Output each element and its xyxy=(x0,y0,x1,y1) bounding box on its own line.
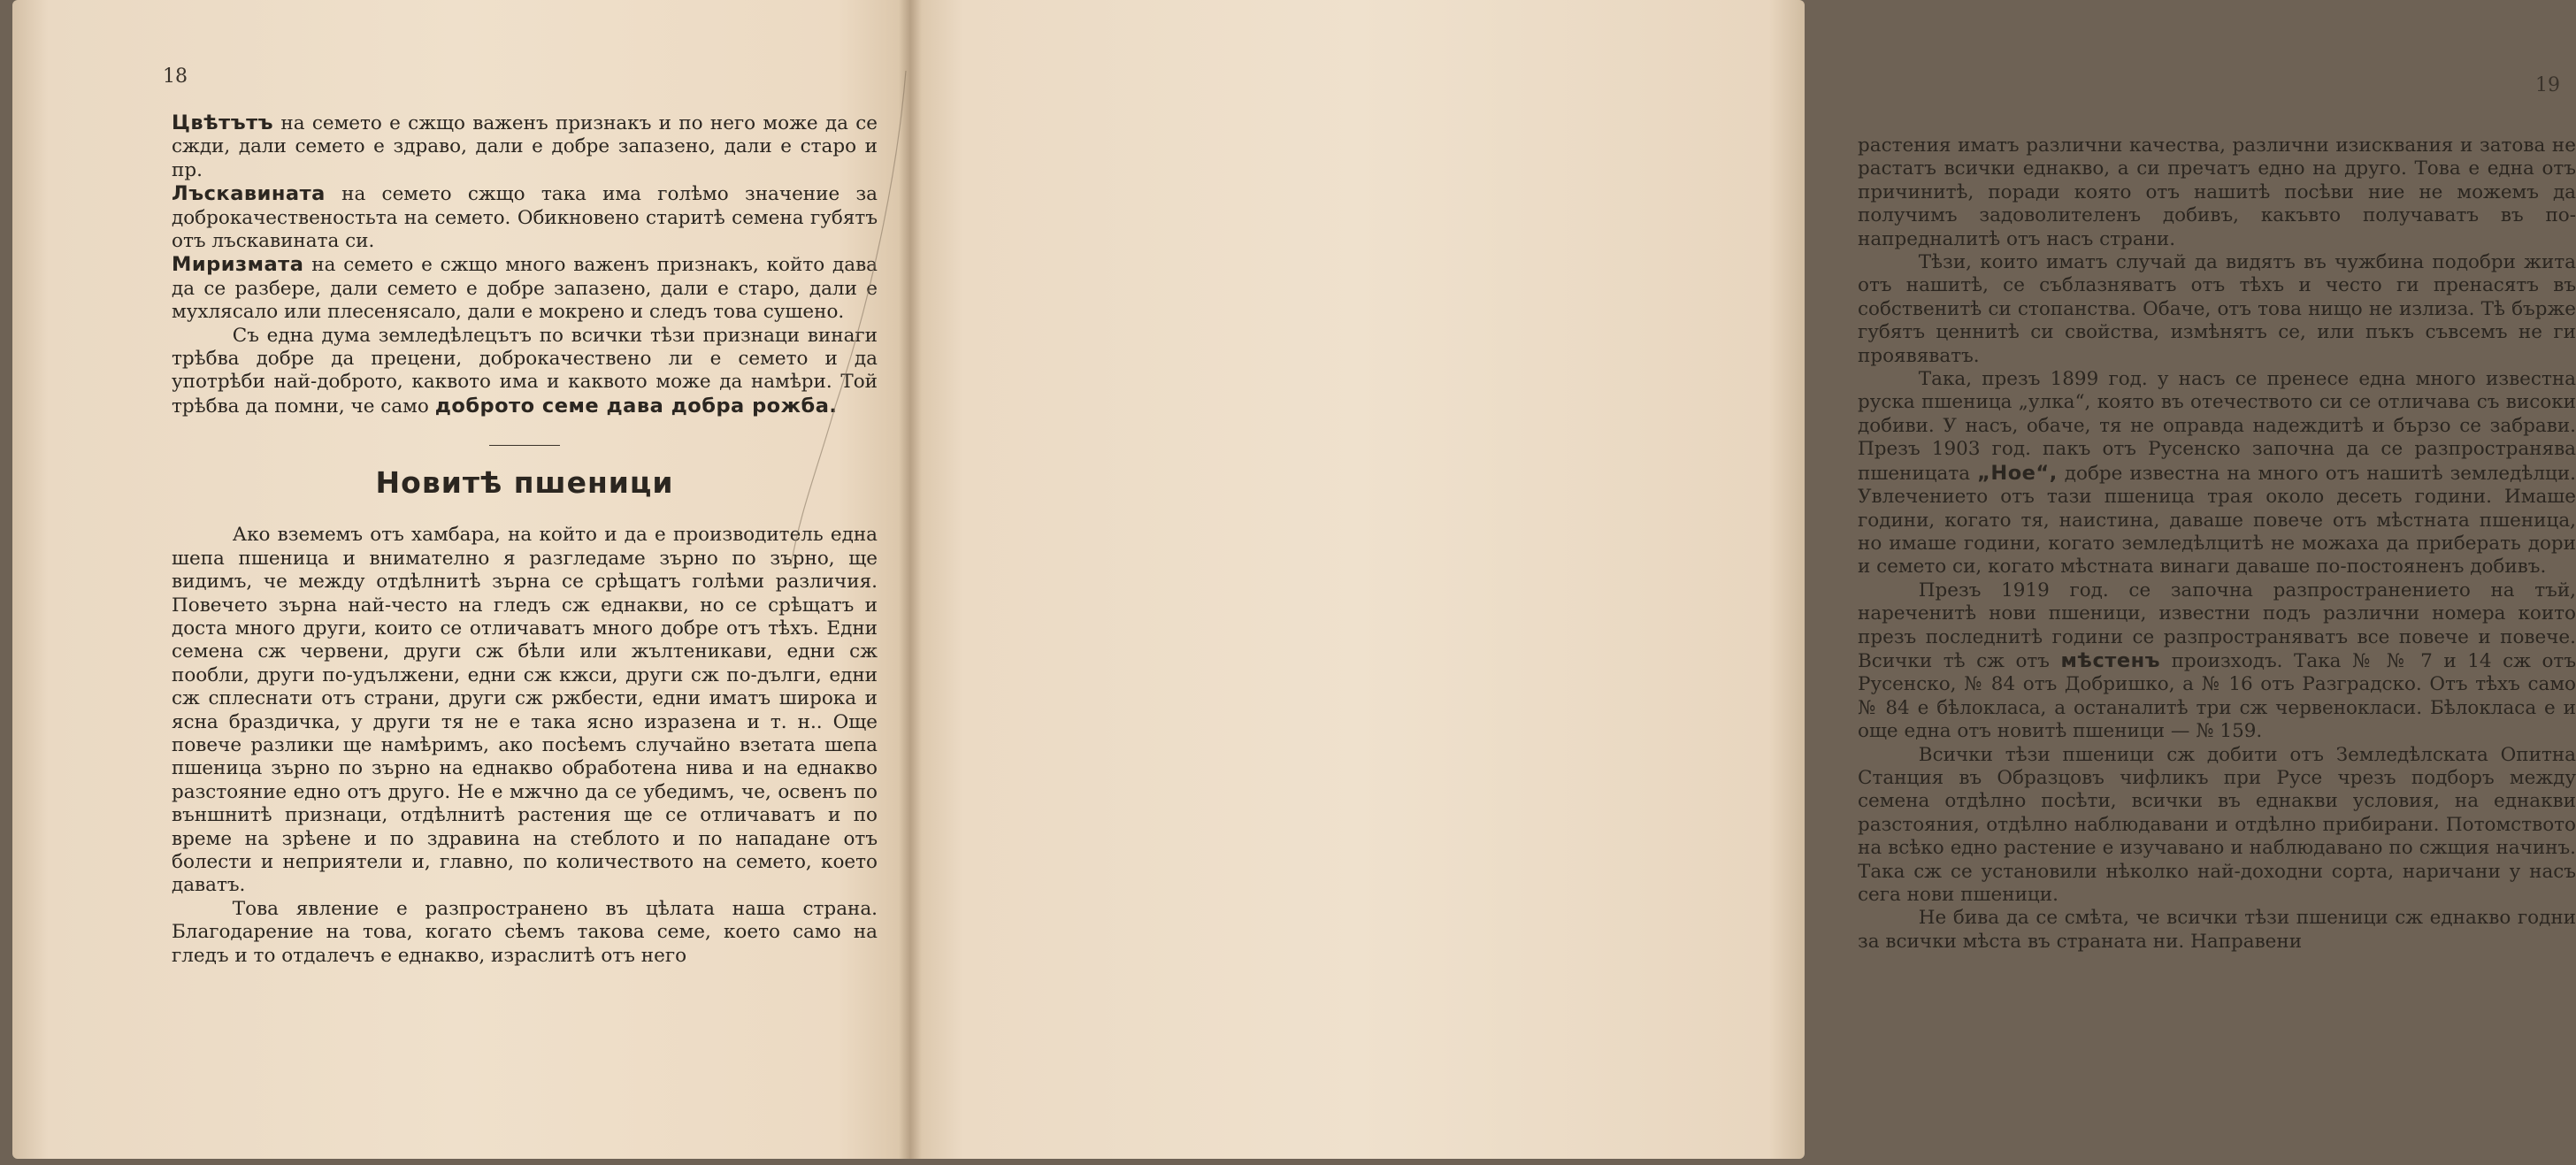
right-page xyxy=(909,0,2576,1159)
paragraph-color: Цвѣтътъ на семето е сжщо важенъ признакъ и по него може да се сжди, дали семето е здраво, дали е добре запазено, дали е старо и пр. xyxy=(172,111,878,181)
left-page xyxy=(12,0,909,1159)
term-color: Цвѣтътъ xyxy=(172,111,274,134)
paragraph: Не бива да се смѣта, че всички тѣзи пшеници сж еднакво годни за всички мѣста въ страната ни. Направени xyxy=(1858,907,2576,953)
paragraph: Ако вземемъ отъ хамбара, на който и да е производитель една шепа пшеница и внимателно я разгледаме зърно по зърно, ще видимъ, че между отдѣлнитѣ зърна се срѣщатъ голѣми различия. Повечето зърна най-често на гледъ сж еднакви, но се срѣщатъ и доста много други, които се отличаватъ много добре отъ тѣхъ. Едни семена сж червени, други сж бѣли или жълтеникави, едни сж пообли, други по-удължени, едни сж кжси, други сж по-дълги, едни сж сплеснати отъ страни, други сж ржбести, едни иматъ широка и ясна браздичка, у други тя не е така ясно изразена и т. н.. Още повече разлики ще намѣримъ, ако посѣемъ случайно взетата шепа пшеница зърно по зърно на еднакво обработена нива и на еднакво разстояние едно отъ друго. Не е мжчно да се убедимъ, че, освенъ по външнитѣ признаци, отдѣлнитѣ растения ще се отличаватъ и по време на зрѣене и по здравина на стеблото и по нападане отъ болести и неприятели и, главно, по количеството на семето, което даватъ. xyxy=(172,524,878,897)
term-smell: Миризмата xyxy=(172,253,304,277)
emphasis-local: мѣстенъ xyxy=(2060,648,2161,672)
paragraph: Тѣзи, които иматъ случай да видятъ въ чужбина подобри жита отъ нашитѣ, се съблазняватъ отъ тѣхъ и често ги пренасятъ въ собственитѣ си стопанства. Обаче, отъ това нищо не излиза. Тѣ бърже губятъ ценнитѣ си свойства, измѣнятъ се, или пъкъ съвсемъ не ги проявяватъ. xyxy=(1858,251,2576,367)
page-number: 19 xyxy=(2535,74,2560,96)
variety-name: „Ное“, xyxy=(1977,461,2058,485)
paragraph-smell: Миризмата на семето е сжщо много важенъ признакъ, който дава да се разбере, дали семето е добре запазено, дали е старо, дали е мухлясало или плесенясало, дали е мокрено и следъ това сушено. xyxy=(172,253,878,324)
section-divider xyxy=(489,445,560,446)
page-number: 18 xyxy=(163,65,188,88)
paragraph-gloss: Лъскавината на семето сжщо така има голѣмо значение за доброкачественостьта на семето. Обикновено старитѣ семена губятъ отъ лъскавината си. xyxy=(172,182,878,253)
paragraph: Всички тѣзи пшеници сж добити отъ Земледѣлската Опитна Станция въ Образцовъ чифликъ при Русе чрезъ подборъ между семена отдѣлно посѣти, всички въ еднакви условия, на еднакви разстояния, отдѣлно наблюдавани и отдѣлно прибирани. Потомството на всѣко едно растение е изучавано и наблюдавано по сжщия начинъ. Така сж се установили нѣколко най-доходни сорта, наричани у насъ сега нови пшеници. xyxy=(1858,743,2576,906)
emphasis-good-seed: доброто семе дава добра рожба. xyxy=(434,394,838,418)
right-text-column xyxy=(1858,134,2576,954)
left-text-column xyxy=(172,111,878,968)
term-gloss: Лъскавината xyxy=(172,182,326,206)
paragraph: Презъ 1919 год. се започна разпространението на тъй, нареченитѣ нови пшеници, известни подъ различни номера които презъ последнитѣ години се разпространяватъ все повече и повече. Всички тѣ сж отъ мѣстенъ произходъ. Така № № 7 и 14 сж отъ Русенско, № 84 отъ Добришко, а № 16 отъ Разградско. Отъ тѣхъ само № 84 е бѣлокласа, а останалитѣ три сж червенокласи. Бѣлокласа е и още една отъ новитѣ пшеници — № 159. xyxy=(1858,579,2576,743)
section-heading: Новитѣ пшеници xyxy=(375,465,674,501)
paragraph-summary: Съ една дума земледѣлецътъ по всички тѣзи признаци винаги трѣбва добре да прецени, доброкачествено ли е семето и да употрѣби най-доброто, каквото има и каквото може да намѣри. Той трѣбва да помни, че само доброто семе дава добра рожба. xyxy=(172,324,878,418)
book-gutter xyxy=(899,0,922,1159)
paragraph: растения иматъ различни качества, различни изисквания и затова не растатъ всички еднакво, а си пречатъ едно на друго. Това е една отъ причинитѣ, поради която отъ нашитѣ посѣви ние не можемъ да получимъ задоволителенъ добивъ, какъвто получаватъ въ по-напредналитѣ отъ насъ страни. xyxy=(1858,134,2576,250)
paragraph: Това явление е разпространено въ цѣлата наша страна. Благодарение на това, когато сѣемъ такова семе, което само на гледъ и то отдалечъ е еднакво, израслитѣ отъ него xyxy=(172,897,878,967)
paragraph: Така, презъ 1899 год. у насъ се пренесе една много известна руска пшеница „улка“, която въ отечеството си се отличава съ високи добиви. У насъ, обаче, тя не оправда надеждитѣ и бързо се забрави. Презъ 1903 год. пакъ отъ Русенско започна да се разпространява пшеницата „Ное“, добре известна на много отъ нашитѣ земледѣлци. Увлечението отъ тази пшеница трая около десеть години. Имаше години, когато тя, наистина, даваше повече отъ мѣстната пшеница, но имаше години, когато земледѣлцитѣ не можаха да приберать дори и семето си, когато мѣстната винаги даваше по-постояненъ добивъ. xyxy=(1858,368,2576,579)
